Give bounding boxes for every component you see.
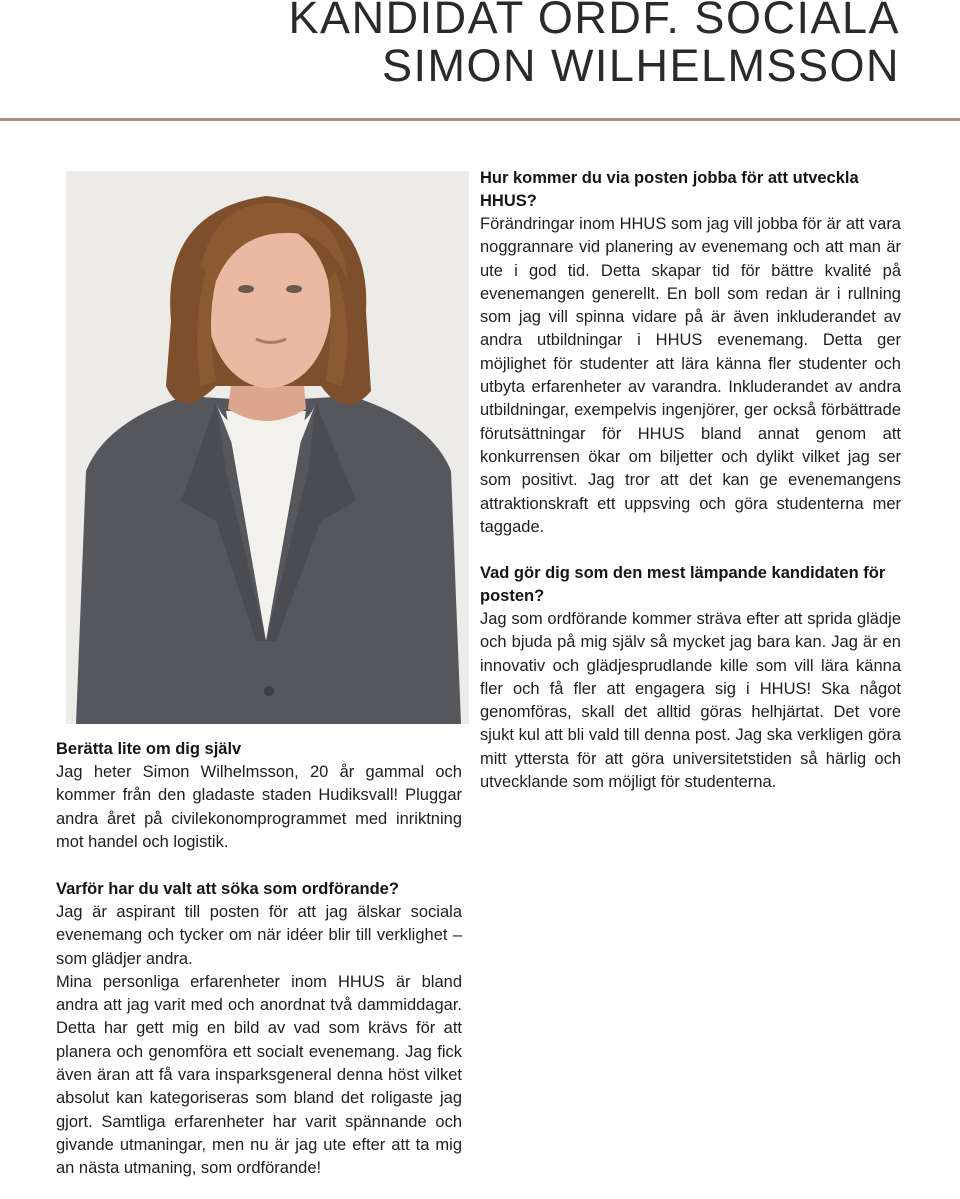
section-paragraph: Jag som ordförande kommer sträva efter att sprida glädje och bjuda på mig själv så mycket jag bara kan. Jag är en innovativ och glädjesprudlande kille som vill lära känna fler och få fler att engagera sig i HHUS! Ska något genomföras, skall det alltid göras helhjärtat. Det vore sjukt kul att bli vald till denna post. Jag ska verkligen göra mitt yttersta för att göra universitetstiden så härlig och utvecklande som möjligt för studenterna. [480,610,901,792]
section-heading: Varför har du valt att söka som ordförande? [56,880,399,898]
section-varfor-ordforande [56,878,462,1181]
section-paragraph: Jag heter Simon Wilhelmsson, 20 år gammal och kommer från den gladaste staden Hudiksvall! Pluggar andra året på civilekonomprogrammet med inriktning mot handel och logistik. [56,763,462,851]
section-heading: Hur kommer du via posten jobba för att utveckla HHUS? [480,169,859,210]
portrait-illustration [66,171,469,724]
section-utveckla-hhus [480,167,901,539]
section-paragraph: Jag är aspirant till posten för att jag älskar sociala evenemang och tycker om när idéer blir till verklighet – som glädjer andra. [56,903,462,968]
section-heading: Vad gör dig som den mest lämpande kandidaten för posten? [480,564,886,605]
header-divider [0,118,960,121]
section-heading: Berätta lite om dig själv [56,740,242,758]
section-om-mig [56,738,462,854]
title-line-2: SIMON WILHELMSSON [381,40,900,91]
section-lampande-kandidat [480,562,901,794]
title-line-1: KANDIDAT ORDF. SOCIALA [288,0,900,43]
candidate-portrait [66,171,469,724]
section-paragraph: Mina personliga erfarenheter inom HHUS är bland andra att jag varit med och anordnat två dammiddagar. Detta har gett mig en bild av vad som krävs för att planera och genomföra ett socialt evenemang. Jag fick även äran att få vara insparksgeneral denna höst vilket absolut kan kategoriseras som bland det roligaste jag gjort. Samtliga erfarenheter har varit spännande och givande utmaningar, men nu är jag ute efter att ta mig an nästa utmaning, som ordförande! [56,972,462,1178]
page-title [289,0,900,90]
section-paragraph: Förändringar inom HHUS som jag vill jobba för är att vara noggrannare vid planering av evenemang och att man är ute i god tid. Detta skapar tid för bättre kvalité på evenemangen generellt. En boll som redan är i rullning som jag vill spinna vidare på är även inkluderandet av andra utbildningar i HHUS evenemang. Detta ger möjlighet för studenter att lära känna fler studenter och utbyta erfarenheter av varandra. Inkluderandet av andra utbildningar, exempelvis ingenjörer, ger också förbättrade förutsättningar för HHUS bland annat genom att konkurrensen ökar om biljetter och dylikt vilket jag ser som positivt. Jag tror att det kan ge evenemangens attraktionskraft ett uppsving och göra studenterna mer taggade. [480,215,901,536]
